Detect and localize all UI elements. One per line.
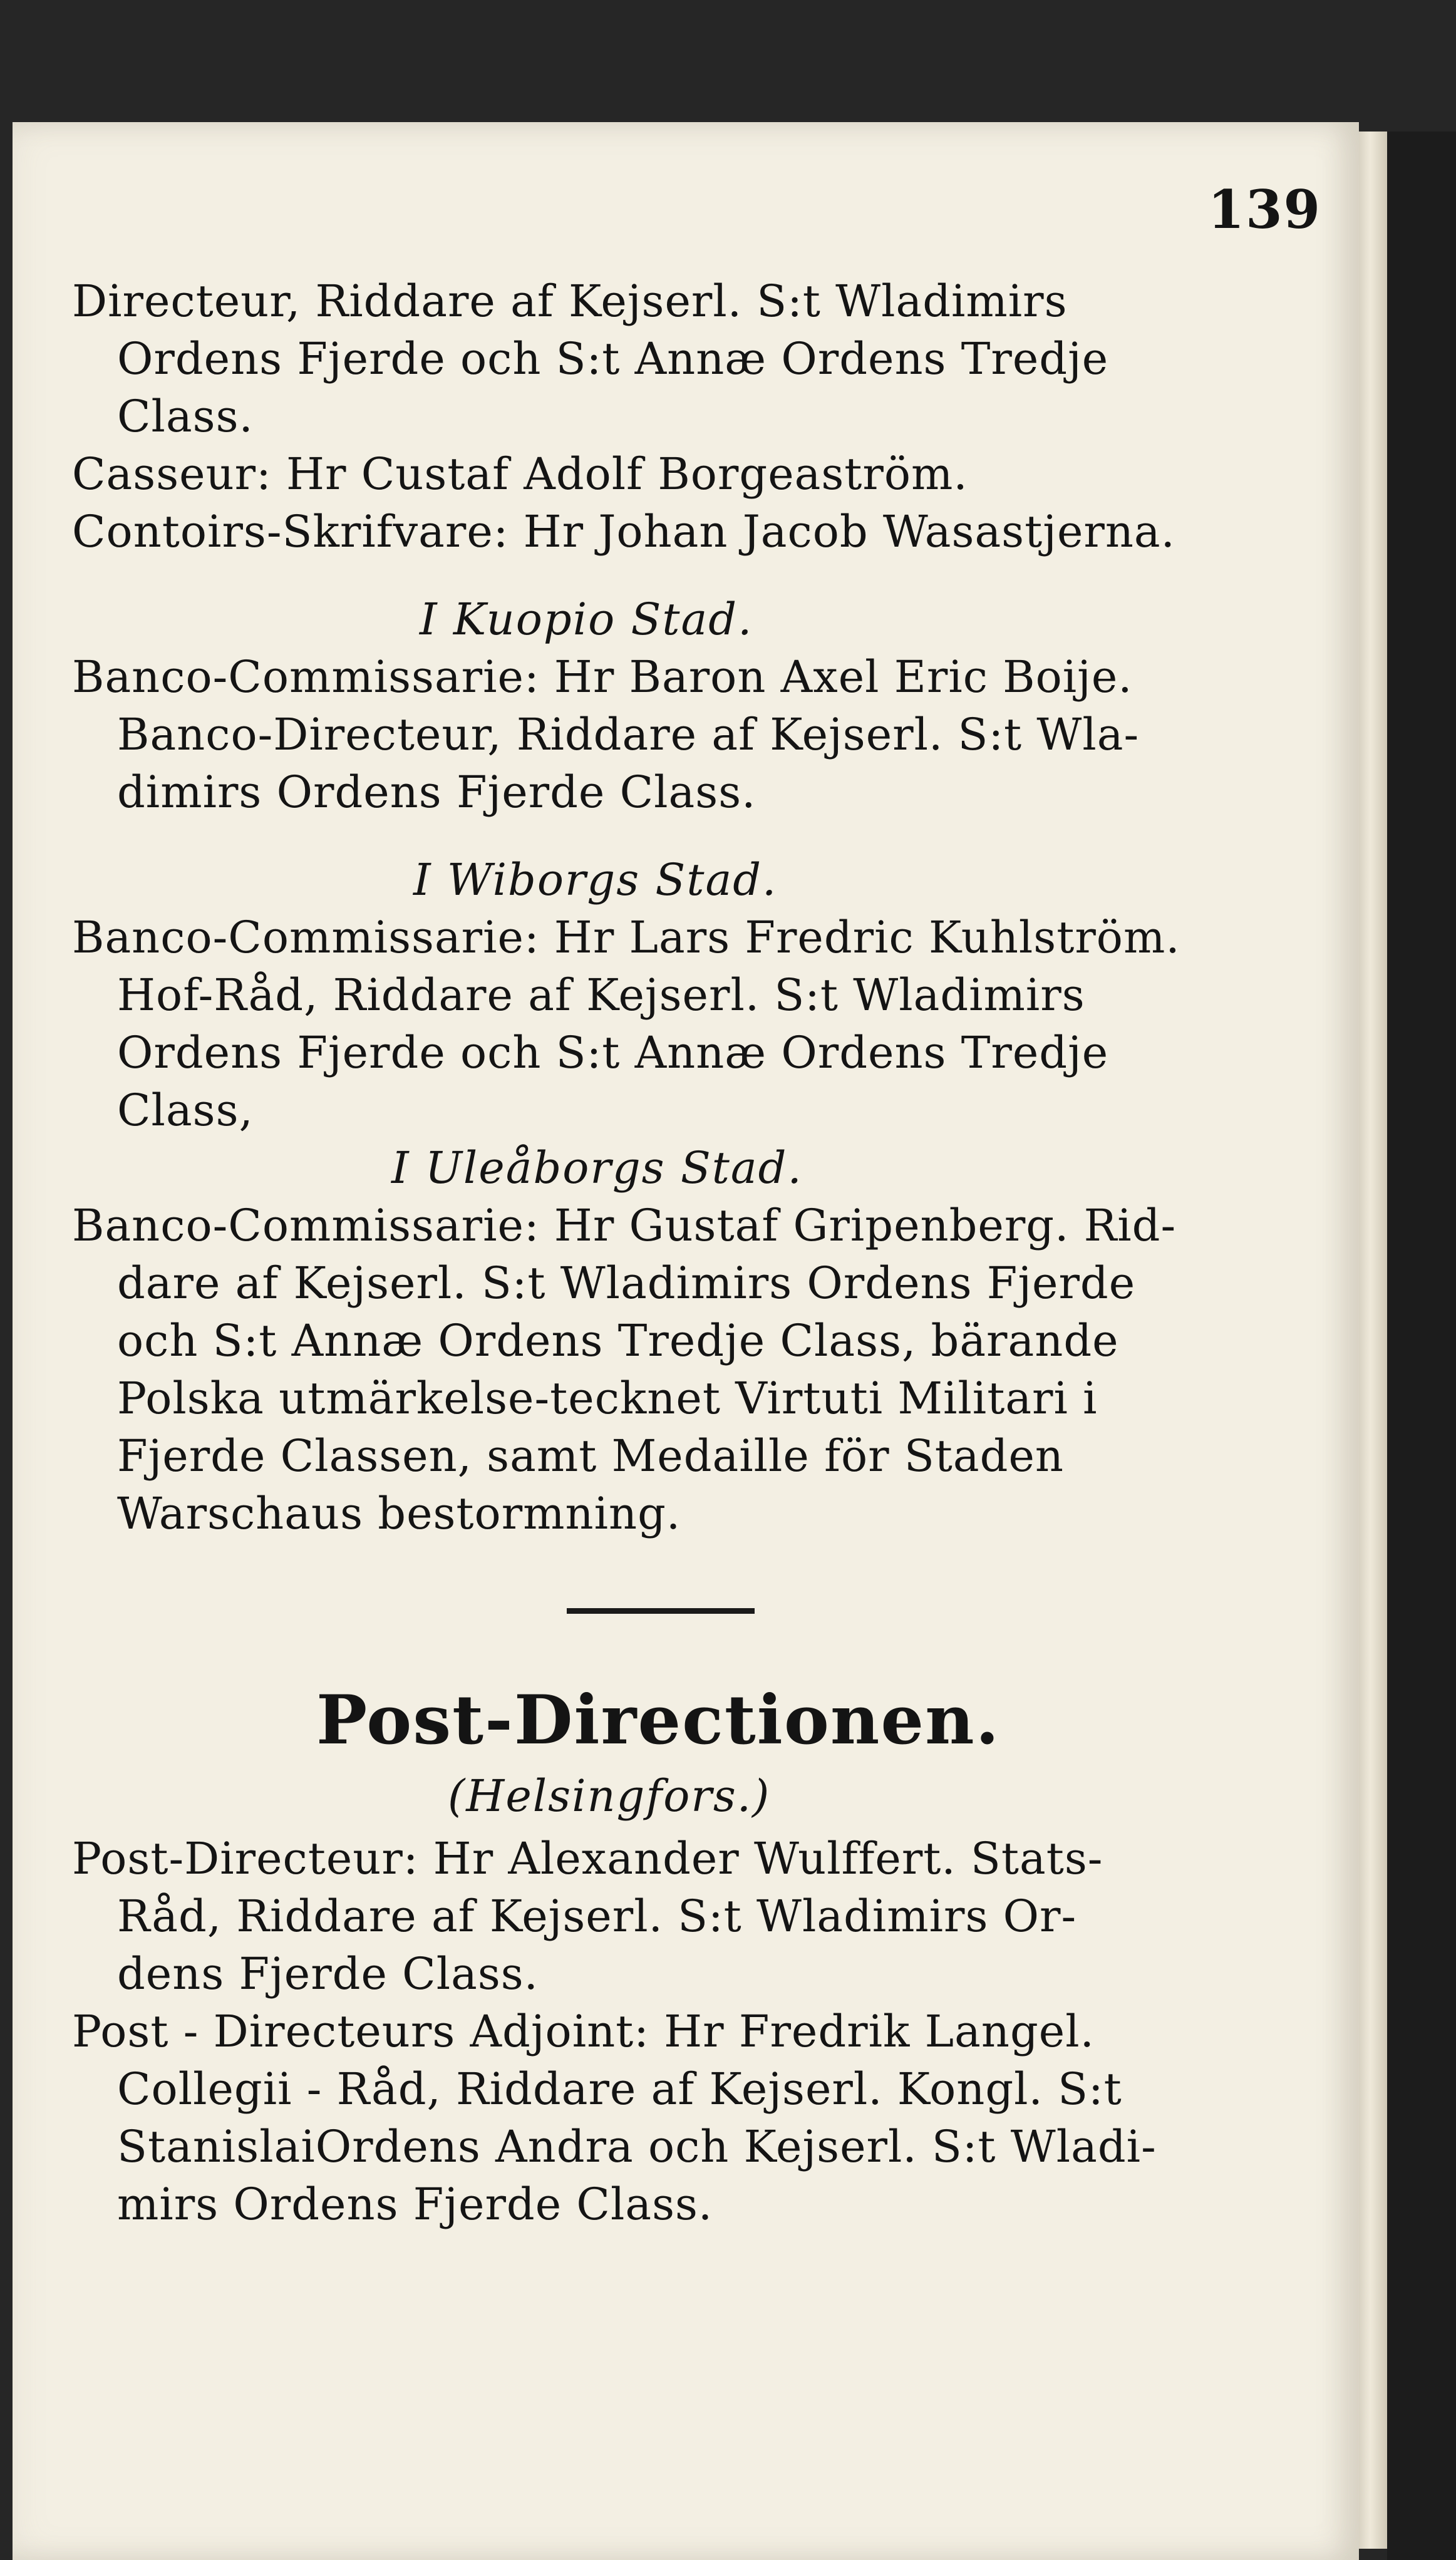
entry-post-directeur <box>72 1830 1315 2003</box>
text-line: Banco-Commissarie: Hr Lars Fredric Kuhlström. <box>72 912 1180 963</box>
page-number: 139 <box>1207 178 1321 240</box>
entry-uleaborg <box>72 1197 1315 1542</box>
text-line: Directeur, Riddare af Kejserl. S:t Wladimirs <box>72 276 1068 327</box>
text-line: Warschaus bestormning. <box>117 1488 681 1539</box>
text-line: dimirs Ordens Fjerde Class. <box>117 766 756 818</box>
section-title: Post-Directionen. <box>316 1681 1001 1760</box>
text-line: och S:t Annæ Ordens Tredje Class, bärande <box>117 1315 1119 1366</box>
page-content <box>72 272 1315 2233</box>
heading-uleaborg: I Uleåborgs Stad. <box>391 1142 803 1194</box>
entry-wiborg <box>72 909 1315 1139</box>
text-line: Banco-Commissarie: Hr Baron Axel Eric Boije. <box>72 651 1133 703</box>
entry-kuopio <box>72 648 1315 821</box>
text-line: dens Fjerde Class. <box>117 1948 539 2000</box>
text-line: StanislaiOrdens Andra och Kejserl. S:t Wladi- <box>117 2121 1157 2172</box>
text-line: dare af Kejserl. S:t Wladimirs Ordens Fjerde <box>117 1257 1136 1309</box>
text-line: Råd, Riddare af Kejserl. S:t Wladimirs Or- <box>117 1891 1077 1942</box>
text-line: Ordens Fjerde och S:t Annæ Ordens Tredje <box>117 1027 1109 1078</box>
text-line: Contoirs-Skrifvare: Hr Johan Jacob Wasastjerna. <box>72 506 1175 557</box>
text-line: Ordens Fjerde och S:t Annæ Ordens Tredje <box>117 333 1109 385</box>
section-divider <box>567 1608 755 1614</box>
text-line: Collegii - Råd, Riddare af Kejserl. Kongl. S:t <box>117 2063 1122 2115</box>
book-page <box>13 122 1359 2560</box>
entry-directeur <box>72 272 1315 445</box>
text-line: Casseur: Hr Custaf Adolf Borgeaström. <box>72 448 968 500</box>
section-subtitle: (Helsingfors.) <box>448 1770 771 1822</box>
text-line: Polska utmärkelse-tecknet Virtuti Militari i <box>117 1373 1098 1424</box>
page-edge <box>1359 132 1387 2549</box>
text-line: Banco-Directeur, Riddare af Kejserl. S:t Wla- <box>117 709 1140 760</box>
heading-kuopio: I Kuopio Stad. <box>420 594 753 645</box>
binding-shadow <box>1387 132 1456 2560</box>
entry-post-directeurs-adjoint <box>72 2003 1315 2233</box>
text-line: Fjerde Classen, samt Medaille för Staden <box>117 1430 1064 1482</box>
text-line: Post - Directeurs Adjoint: Hr Fredrik Langel. <box>72 2006 1095 2057</box>
text-line: Class. <box>117 391 254 442</box>
text-line: Class, <box>117 1085 254 1136</box>
heading-wiborg: I Wiborgs Stad. <box>413 854 778 906</box>
text-line: mirs Ordens Fjerde Class. <box>117 2179 713 2230</box>
spacer <box>72 1825 1315 1830</box>
entry-casseur <box>72 445 1315 503</box>
text-line: Hof-Råd, Riddare af Kejserl. S:t Wladimirs <box>117 969 1085 1021</box>
text-line: Banco-Commissarie: Hr Gustaf Gripenberg. Rid- <box>72 1200 1177 1251</box>
text-line: Post-Directeur: Hr Alexander Wulffert. Stats- <box>72 1833 1103 1884</box>
entry-contoirs-skrifvare <box>72 503 1315 560</box>
